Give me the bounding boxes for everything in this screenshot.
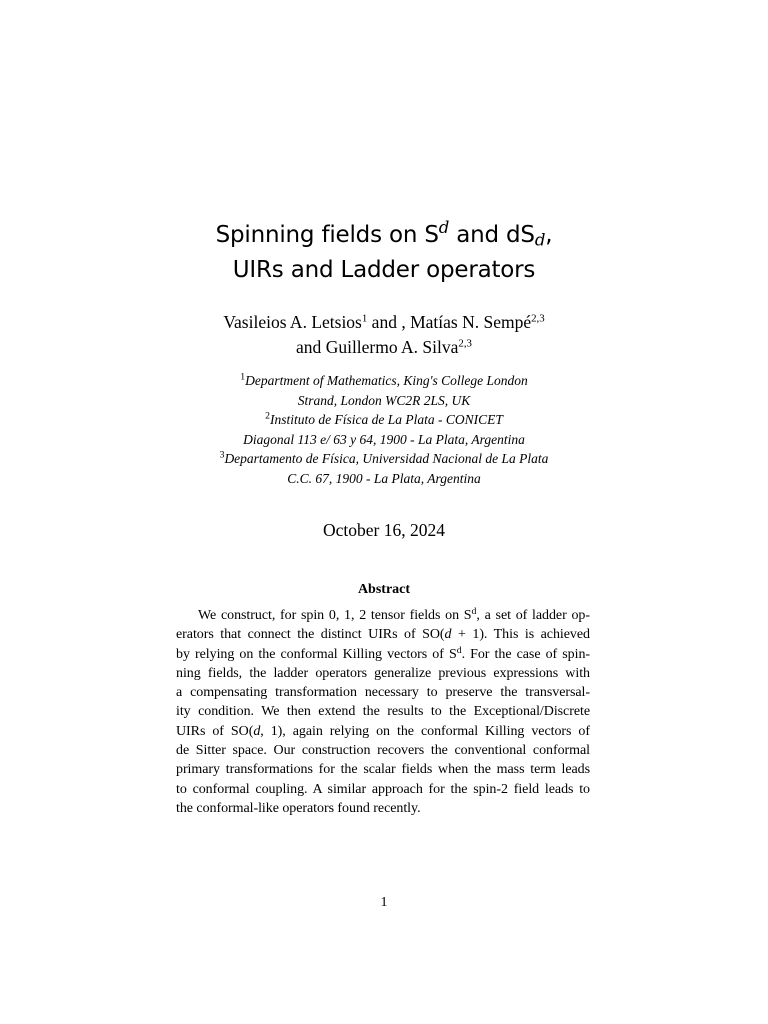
affiliation-marker: 2 xyxy=(265,410,270,422)
paper-title xyxy=(0,218,768,288)
title-line-2: UIRs and Ladder operators xyxy=(232,257,536,283)
authors-line-2 xyxy=(0,335,768,360)
author-affiliation-marker: 2,3 xyxy=(531,312,545,325)
title-text-1: Spinning fields on S xyxy=(215,222,439,248)
affiliation-text: Departamento de Física, Universidad Nacional de La Plata xyxy=(224,451,549,467)
affiliation-line: C.C. 67, 1900 - La Plata, Argentina xyxy=(287,470,481,486)
paper-date: October 16, 2024 xyxy=(323,520,445,540)
abstract-text: , 1), again relying on the conformal Killing vectors of xyxy=(260,723,590,739)
abstract-line: the conformal-like operators found recently. xyxy=(176,800,421,816)
title-text-2: and dS xyxy=(449,222,535,248)
abstract-line: primary transformations for the scalar fields when the mass term leads xyxy=(176,762,590,778)
abstract-text: UIRs of SO( xyxy=(176,723,254,739)
affiliation-text: Instituto de Física de La Plata - CONICET xyxy=(269,412,503,428)
affiliation-line xyxy=(0,449,768,469)
title-sub-d: d xyxy=(534,230,546,250)
authors-line-1 xyxy=(0,310,768,335)
abstract-body xyxy=(176,606,590,818)
author-name: Matías N. Sempé xyxy=(410,312,532,332)
abstract-math: d xyxy=(444,627,452,643)
author-affiliation-marker: 1 xyxy=(361,312,368,325)
abstract-line xyxy=(176,625,590,644)
abstract-text: . For the case of spin- xyxy=(461,646,591,662)
abstract-sup: d xyxy=(456,644,462,656)
abstract-line: to conformal coupling. A similar approach for the spin-2 field leads to xyxy=(176,781,590,797)
title-line-1 xyxy=(0,218,768,253)
abstract-line xyxy=(176,606,590,625)
title-text-3: , xyxy=(545,222,553,248)
abstract-sup: d xyxy=(471,606,477,618)
author-name: Guillermo A. Silva xyxy=(325,337,459,357)
abstract-line: a compensating transformation necessary to preserve the transversal- xyxy=(176,685,590,701)
abstract-text: + 1). This is achieved xyxy=(451,627,590,643)
affiliation-line: Strand, London WC2R 2LS, UK xyxy=(297,392,471,408)
abstract-line xyxy=(176,722,590,741)
title-sup-d: d xyxy=(438,217,450,237)
affiliation-line xyxy=(0,410,768,430)
author-separator: and xyxy=(296,337,326,357)
affiliation-text: Department of Mathematics, King's College London xyxy=(245,373,528,388)
affiliation-list xyxy=(0,371,768,489)
abstract-line: de Sitter space. Our construction recovers the conventional conformal xyxy=(176,743,590,759)
abstract-line xyxy=(176,645,590,664)
abstract-text: We construct, for spin 0, 1, 2 tensor fields on S xyxy=(198,608,472,623)
affiliation-line xyxy=(0,371,768,391)
abstract-text: by relying on the conformal Killing vectors of S xyxy=(176,646,457,662)
abstract-text: erators that connect the distinct UIRs of SO( xyxy=(176,627,445,643)
page-number: 1 xyxy=(380,895,388,910)
affiliation-marker: 3 xyxy=(219,450,225,462)
abstract-heading: Abstract xyxy=(357,582,411,597)
abstract-text: , a set of ladder op- xyxy=(476,608,590,623)
author-list xyxy=(0,310,768,360)
affiliation-line: Diagonal 113 e/ 63 y 64, 1900 - La Plata, Argentina xyxy=(243,431,525,447)
abstract-line: ity condition. We then extend the results to the Exceptional/Discrete xyxy=(176,704,590,720)
author-name: Vasileios A. Letsios xyxy=(223,312,362,332)
affiliation-marker: 1 xyxy=(240,371,246,383)
abstract-math: d xyxy=(253,723,261,739)
author-affiliation-marker: 2,3 xyxy=(458,337,472,350)
author-separator: and , xyxy=(367,312,411,332)
abstract-line: ning fields, the ladder operators generalize previous expressions with xyxy=(176,665,590,681)
